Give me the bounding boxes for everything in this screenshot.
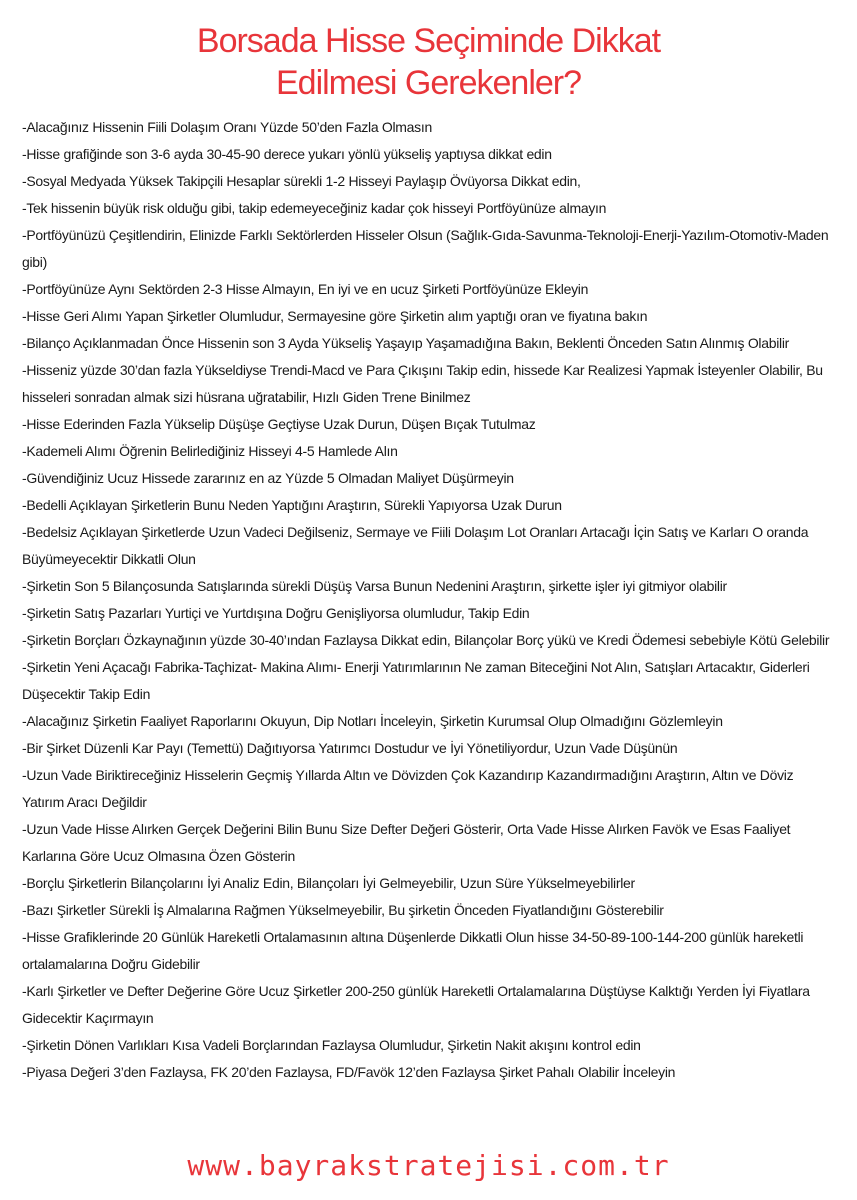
list-item: -Hisse grafiğinde son 3-6 ayda 30-45-90 derece yukarı yönlü yükseliş yaptıysa dikkat edin: [22, 146, 552, 162]
list-item: -Sosyal Medyada Yüksek Takipçili Hesaplar sürekli 1-2 Hisseyi Paylaşıp Övüyorsa Dikkat edin,: [22, 173, 581, 189]
list-item: -Uzun Vade Hisse Alırken Gerçek Değerini Bilin Bunu Size Defter Değeri Gösterir, Orta Vade Hisse Alırken Favök ve Esas Faaliyet Karlarına Göre Ucuz Olmasına Özen Gösterin: [22, 821, 791, 864]
list-item: -Bedelli Açıklayan Şirketlerin Bunu Neden Yaptığını Araştırın, Sürekli Yapıyorsa Uzak Durun: [22, 497, 562, 513]
list-item: -Borçlu Şirketlerin Bilançolarını İyi Analiz Edin, Bilançoları İyi Gelmeyebilir, Uzun Süre Yükselmeyebilirler: [22, 875, 635, 891]
list-item: -Alacağınız Hissenin Fiili Dolaşım Oranı Yüzde 50’den Fazla Olmasın: [22, 119, 432, 135]
title-line-1: Borsada Hisse Seçiminde Dikkat: [196, 22, 661, 60]
list-item: -Kademeli Alımı Öğrenin Belirlediğiniz Hisseyi 4-5 Hamlede Alın: [22, 443, 398, 459]
list-item: -Bedelsiz Açıklayan Şirketlerde Uzun Vadeci Değilseniz, Sermaye ve Fiili Dolaşım Lot Oranları Artacağı İçin Satış ve Karları O oranda Büyümeyecektir Dikkatli Olun: [22, 524, 809, 567]
title-line-2: Edilmesi Gerekenler?: [275, 64, 582, 102]
list-item: -Şirketin Satış Pazarları Yurtiçi ve Yurtdışına Doğru Genişliyorsa olumludur, Takip Edin: [22, 605, 530, 621]
list-item: -Piyasa Değeri 3’den Fazlaysa, FK 20’den Fazlaysa, FD/Favök 12’den Fazlaysa Şirket Pahalı Olabilir İnceleyin: [22, 1064, 676, 1080]
list-item: -Hisseniz yüzde 30’dan fazla Yükseldiyse Trendi-Macd ve Para Çıkışını Takip edin, hissede Kar Realizesi Yapmak İsteyenler Olabilir, Bu hisseleri sonradan almak sizi hüsrana uğratabilir, Hızlı Giden Trene Binilmez: [22, 362, 823, 405]
list-item: -Şirketin Son 5 Bilançosunda Satışlarında sürekli Düşüş Varsa Bunun Nedenini Araştırın, şirkette işler iyi gitmiyor olabilir: [22, 578, 727, 594]
list-item: -Şirketin Yeni Açacağı Fabrika-Taçhizat- Makina Alımı- Enerji Yatırımlarının Ne zaman Biteceğini Not Alın, Satışları Artacaktır, Giderleri Düşecektir Takip Edin: [22, 659, 810, 702]
list-item: -Hisse Grafiklerinde 20 Günlük Hareketli Ortalamasının altına Düşenlerde Dikkatli Olun hisse 34-50-89-100-144-200 günlük hareketli ortalamalarına Doğru Gidebilir: [22, 929, 804, 972]
list-item: -Uzun Vade Biriktireceğiniz Hisselerin Geçmiş Yıllarda Altın ve Dövizden Çok Kazandırıp Kazandırmadığını Araştırın, Altın ve Döviz Yatırım Aracı Değildir: [22, 767, 794, 810]
list-item: -Portföyünüzü Çeşitlendirin, Elinizde Farklı Sektörlerden Hisseler Olsun (Sağlık-Gıda-Savunma-Teknoloji-Enerji-Yazılım-Otomotiv-Maden gibi): [22, 227, 829, 270]
list-item: -Tek hissenin büyük risk olduğu gibi, takip edemeyeceğiniz kadar çok hisseyi Portföyünüze almayın: [22, 200, 607, 216]
list-item: -Karlı Şirketler ve Defter Değerine Göre Ucuz Şirketler 200-250 günlük Hareketli Ortalamalarına Düştüyse Kalktığı Yerden İyi Fiyatlara Gidecektir Kaçırmayın: [22, 983, 810, 1026]
list-item: -Güvendiğiniz Ucuz Hissede zararınız en az Yüzde 5 Olmadan Maliyet Düşürmeyin: [22, 470, 514, 486]
list-item: -Şirketin Dönen Varlıkları Kısa Vadeli Borçlarından Fazlaysa Olumludur, Şirketin Nakit akışını kontrol edin: [22, 1037, 641, 1053]
tips-list: [22, 114, 837, 1086]
list-item: -Alacağınız Şirketin Faaliyet Raporlarını Okuyun, Dip Notları İnceleyin, Şirketin Kurumsal Olup Olmadığını Gözlemleyin: [22, 713, 723, 729]
footer-website-url[interactable]: www.bayrakstratejisi.com.tr: [187, 1149, 670, 1182]
list-item: -Bilanço Açıklanmadan Önce Hissenin son 3 Ayda Yükseliş Yaşayıp Yaşamadığına Bakın, Beklenti Önceden Satın Alınmış Olabilir: [22, 335, 790, 351]
list-item: -Şirketin Borçları Özkaynağının yüzde 30-40’ından Fazlaysa Dikkat edin, Bilançolar Borç yükü ve Kredi Ödemesi sebebiyle Kötü Gelebilir: [22, 632, 830, 648]
list-item: -Bir Şirket Düzenli Kar Payı (Temettü) Dağıtıyorsa Yatırımcı Dostudur ve İyi Yönetiliyordur, Uzun Vade Düşünün: [22, 740, 678, 756]
page-title: [0, 20, 857, 104]
list-item: -Hisse Ederinden Fazla Yükselip Düşüşe Geçtiyse Uzak Durun, Düşen Bıçak Tutulmaz: [22, 416, 536, 432]
list-item: -Portföyünüze Aynı Sektörden 2-3 Hisse Almayın, En iyi ve en ucuz Şirketi Portföyünüze Ekleyin: [22, 281, 589, 297]
list-item: -Bazı Şirketler Sürekli İş Almalarına Rağmen Yükselmeyebilir, Bu şirketin Önceden Fiyatlandığını Gösterebilir: [22, 902, 664, 918]
list-item: -Hisse Geri Alımı Yapan Şirketler Olumludur, Sermayesine göre Şirketin alım yaptığı oran ve fiyatına bakın: [22, 308, 648, 324]
